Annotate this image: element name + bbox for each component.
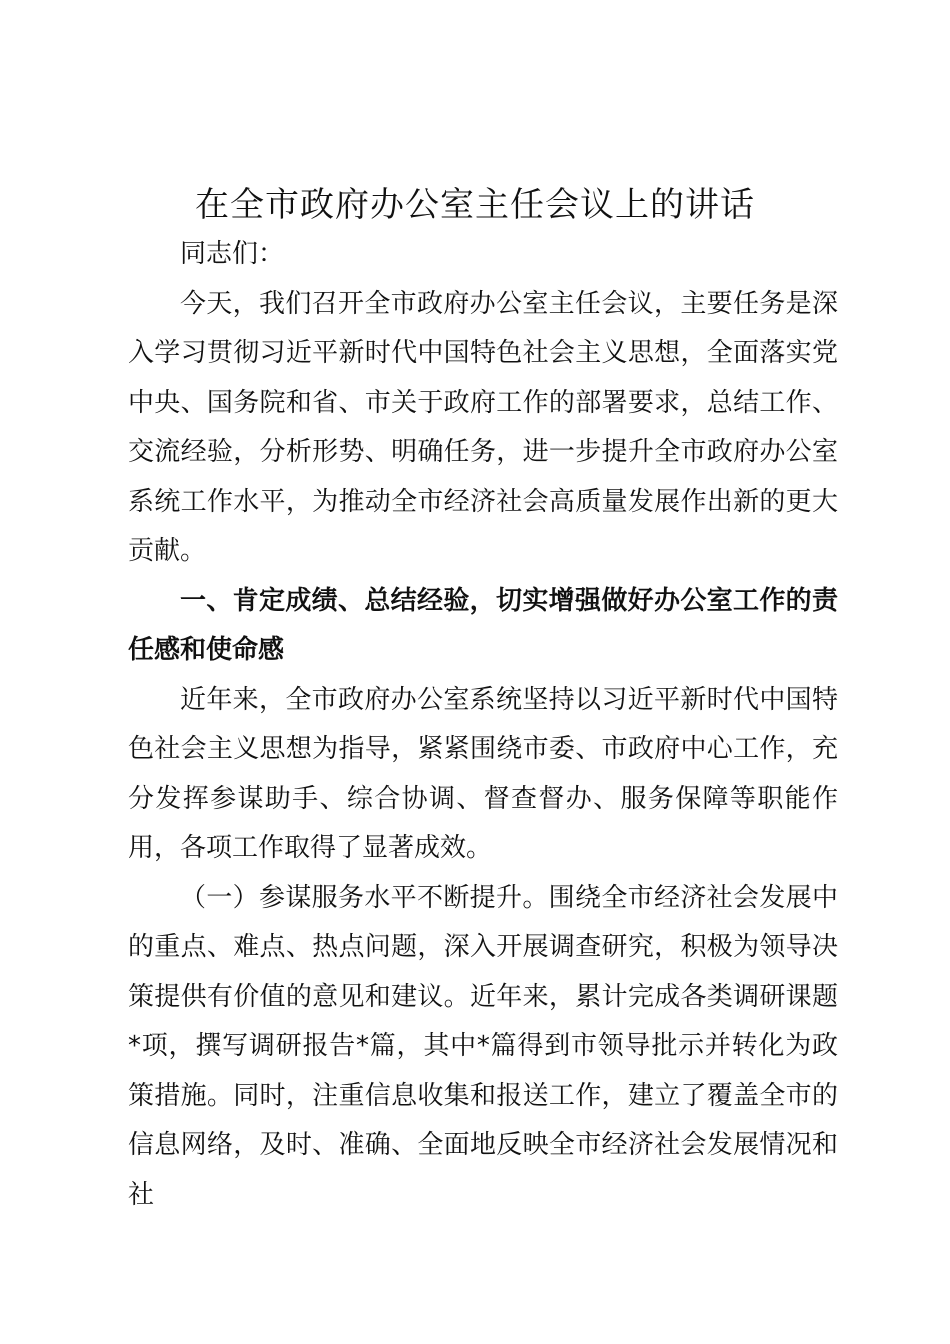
salutation: 同志们：: [180, 239, 285, 269]
section-heading-1: 一、肯定成绩、总结经验，切实增强做好办公室工作的责任感和使命感: [128, 585, 838, 665]
document-title: 在全市政府办公室主任会议上的讲话: [195, 185, 755, 225]
paragraph-achievements: 近年来，全市政府办公室系统坚持以习近平新时代中国特色社会主义思想为指导，紧紧围绕市委、市政府中心工作，充分发挥参谋助手、综合协调、督查督办、服务保障等职能作用，各项工作取得了显著成效。: [128, 684, 838, 863]
paragraph-subsection-1: （一）参谋服务水平不断提升。围绕全市经济社会发展中的重点、难点、热点问题，深入开展调查研究，积极为领导决策提供有价值的意见和建议。近年来，累计完成各类调研课题*项，撰写调研报告*篇，其中*篇得到市领导批示并转化为政策措施。同时，注重信息收集和报送工作，建立了覆盖全市的信息网络，及时、准确、全面地反映全市经济社会发展情况和社: [128, 882, 838, 1210]
document-body: [128, 230, 838, 1220]
paragraph-intro: 今天，我们召开全市政府办公室主任会议，主要任务是深入学习贯彻习近平新时代中国特色社会主义思想，全面落实党中央、国务院和省、市关于政府工作的部署要求，总结工作、交流经验，分析形势、明确任务，进一步提升全市政府办公室系统工作水平，为推动全市经济社会高质量发展作出新的更大贡献。: [128, 288, 838, 566]
